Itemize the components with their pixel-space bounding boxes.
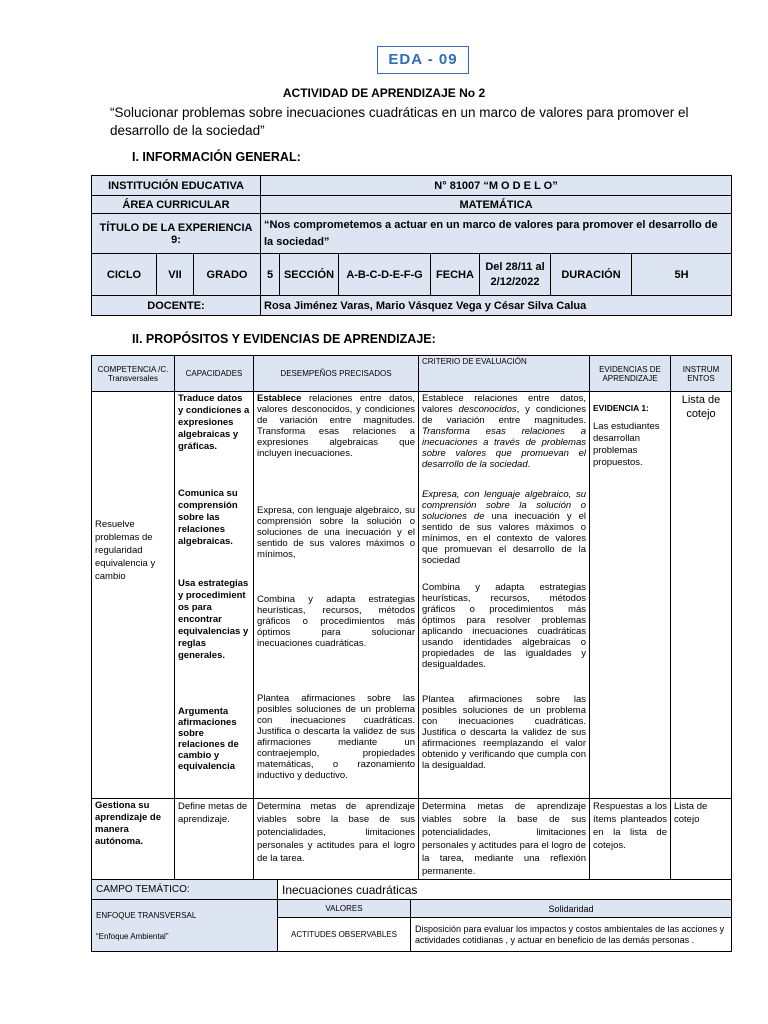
criterio-1-d: Transforma esas relaciones a inecuaciones a través de problemas sobre valores que promuevan el desarrollo de la sociedad [422, 426, 586, 470]
grado-label: GRADO [194, 254, 261, 296]
grado-value: 5 [261, 254, 280, 296]
desempeno-4: Plantea afirmaciones sobre las posibles soluciones de un problema con inecuaciones cuadráticas. Justifica o descarta la validez de sus afirmaciones mediante un contraejemplo, propiedades matemáticas, o razonamiento inductivo y deductivo. [257, 693, 415, 781]
enfoque-cell [92, 900, 278, 952]
desempeno-1-text: relaciones entre datos, valores desconocidos, y condiciones de variación entre magnitudes. Transforma esas relaciones a expresiones algebraicas que incluyen inecuaciones. [257, 393, 415, 459]
criterio-2 [422, 489, 586, 582]
desempeno-2: Expresa, con lenguaje algebraico, su comprensión sobre la solución o soluciones de una inecuación y el sentido de sus valores máximos o mínimos, [257, 505, 415, 560]
criterio-1-b: desconocidos [458, 404, 517, 415]
campo-label: CAMPO TEMÁTICO: [92, 880, 278, 900]
desempeno-1 [257, 393, 415, 505]
criterio-2-a: Expresa, con lenguaje algebraico, su comprensión sobre la solución o soluciones de [422, 489, 586, 522]
header-competencia: COMPETENCIA /C. Transversales [92, 356, 175, 392]
capacidad-row2: Define metas de aprendizaje. [175, 799, 254, 880]
enfoque-value: “Enfoque Ambiental” [96, 931, 169, 941]
seccion-label: SECCIÓN [280, 254, 339, 296]
duracion-value: 5H [632, 254, 732, 296]
activity-quote: “Solucionar problemas sobre inecuaciones cuadráticas en un marco de valores para promover el desarrollo de la sociedad” [110, 105, 689, 138]
eda-badge: EDA - 09 [377, 46, 469, 74]
instrumento-1: Lista de cotejo [671, 392, 732, 799]
evidencia-1-text: Las estudiantes desarrollan problemas propuestos. [593, 421, 660, 468]
criterio-2-b: una inecuación y el sentido de sus valores máximos o mínimos, en el contexto de valores que promuevan el desarrollo de la sociedad [422, 511, 586, 566]
header-evidencias: EVIDENCIAS DE APRENDIZAJE [590, 356, 671, 392]
inst-label: INSTITUCIÓN EDUCATIVA [92, 176, 261, 196]
campo-tematico-table [91, 879, 732, 952]
titulo-label: TÍTULO DE LA EXPERIENCIA 9: [92, 214, 261, 254]
criterios-cell [419, 392, 590, 799]
actitudes-label: ACTITUDES OBSERVABLES [278, 918, 411, 952]
duracion-label: DURACIÓN [551, 254, 632, 296]
evidencias-cell [590, 392, 671, 799]
criterio-1-c: , y condiciones de variación entre magnitudes. [422, 404, 587, 426]
docente-value: Rosa Jiménez Varas, Mario Vásquez Vega y César Silva Calua [261, 296, 732, 316]
area-label: ÁREA CURRICULAR [92, 196, 261, 214]
ciclo-value: VII [157, 254, 194, 296]
activity-title: ACTIVIDAD DE APRENDIZAJE No 2 [282, 86, 486, 100]
campo-value: Inecuaciones cuadráticas [278, 880, 732, 900]
fecha-value: Del 28/11 al 2/12/2022 [480, 254, 551, 296]
criterio-1-e: . [527, 459, 531, 470]
ciclo-label: CICLO [92, 254, 157, 296]
criterio-row2: Determina metas de aprendizaje viables sobre la base de sus potencialidades, limitaciones personales y actitudes para el logro de la tarea, mediante una reflexión permanente. [419, 799, 590, 880]
instrumento-row2: Lista de cotejo [671, 799, 732, 880]
capacidad-1: Traduce datos y condiciones a expresiones algebraicas y gráficas. [178, 393, 250, 452]
desempeno-1-verb: Establece [257, 393, 302, 404]
valores-value: Solidaridad [411, 900, 732, 918]
section-heading-general: I. INFORMACIÓN GENERAL: [132, 150, 301, 164]
desempenos-cell [254, 392, 419, 799]
fecha-label: FECHA [431, 254, 480, 296]
competencia-2: Gestiona su aprendizaje de manera autónoma. [92, 799, 175, 880]
inst-value: N° 81007 “M O D E L O” [261, 176, 732, 196]
area-value: MATEMÁTICA [261, 196, 732, 214]
capacidad-2: Comunica su comprensión sobre las relaciones algebraicas. [178, 488, 238, 547]
valores-label: VALORES [278, 900, 411, 918]
desempeno-3: Combina y adapta estrategias heurísticas, recursos, métodos gráficos o procedimientos más óptimos para solucionar inecuaciones cuadráticas. [257, 594, 415, 649]
capacidad-4: Argumenta afirmaciones sobre relaciones de cambio y equivalencia [178, 706, 239, 772]
section-heading-propositos: II. PROPÓSITOS Y EVIDENCIAS DE APRENDIZAJE: [132, 332, 436, 346]
general-info-table [91, 175, 732, 316]
desempeno-row2: Determina metas de aprendizaje viables sobre la base de sus potencialidades, limitaciones personales y actitudes para el logro de la tarea. [254, 799, 419, 880]
criterio-4: Plantea afirmaciones sobre las posibles soluciones de un problema con inecuaciones cuadráticas. Justifica o descarta la validez de sus afirmaciones reemplazando el valor obtenido y verificando que cumpla con la desigualdad. [422, 694, 586, 771]
header-capacidades: CAPACIDADES [175, 356, 254, 392]
capacidad-3: Usa estrategias y procedimient os para encontrar equivalencias y reglas generales. [178, 578, 249, 661]
docente-label: DOCENTE: [92, 296, 261, 316]
seccion-value: A-B-C-D-E-F-G [339, 254, 431, 296]
propositos-table [91, 355, 732, 880]
capacidades-cell [175, 392, 254, 799]
header-instrumentos: INSTRUM ENTOS [671, 356, 732, 392]
criterio-1 [422, 393, 586, 489]
evidencia-1-label: EVIDENCIA 1: [593, 403, 649, 413]
evidencia-row2: Respuestas a los ítems planteados en la lista de cotejos. [590, 799, 671, 880]
titulo-value: “Nos comprometemos a actuar en un marco de valores para promover el desarrollo de la sociedad” [261, 214, 732, 254]
actitudes-value: Disposición para evaluar los impactos y costos ambientales de las acciones y actividades cotidianas , y actuar en beneficio de las demás personas . [411, 918, 732, 952]
header-criterio: CRITERIO DE EVALUACIÓN [419, 356, 590, 392]
enfoque-label: ENFOQUE TRANSVERSAL [96, 910, 197, 920]
header-desempenos: DESEMPEÑOS PRECISADOS [254, 356, 419, 392]
criterio-3: Combina y adapta estrategias heurísticas, recursos, métodos gráficos o procedimientos más óptimos para resolver problemas aplicando inecuaciones cuadráticas usando identidades algebraicas o propiedades de las igualdades y desigualdades. [422, 582, 586, 670]
competencia-1: Resuelve problemas de regularidad equivalencia y cambio [92, 392, 175, 799]
criterio-1-a: Establece relaciones entre datos, valores [422, 393, 586, 415]
